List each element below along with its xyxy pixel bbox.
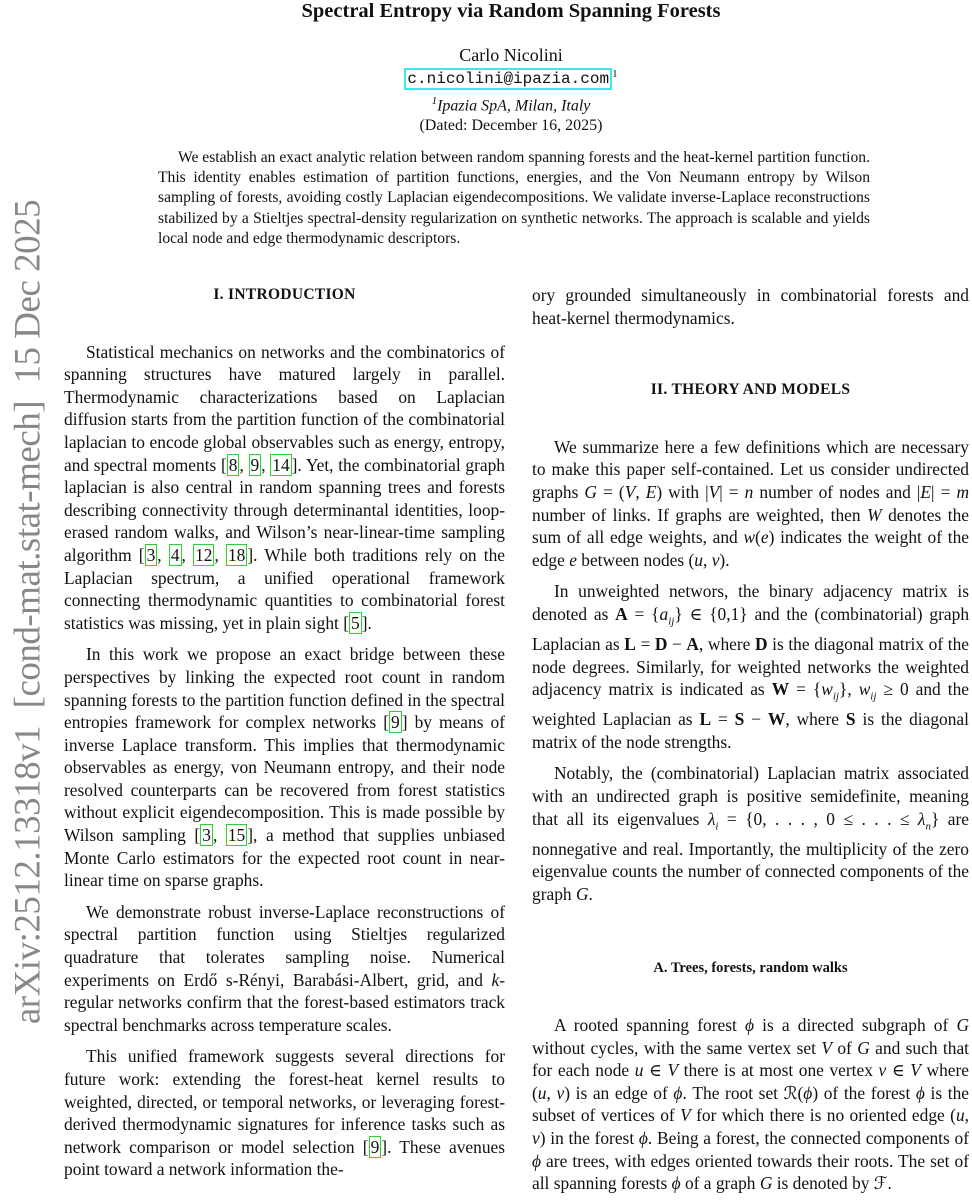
math-symbol: G [857,1037,870,1058]
text-run: | = [719,481,745,502]
bold-matrix-symbol: D [755,634,768,654]
text-run: | = [931,481,957,502]
right-column [532,284,969,1204]
math-symbol: u [955,1105,965,1126]
text-run: ]. Yet, the combinatorial graph laplacian is also central in random spanning trees and forests describing connectivity through determinantal identities, loop-erased random walks, and Wilson’s near-linear-time sampling algorithm [ [64,454,505,565]
math-symbol: v [878,1060,887,1081]
text-run: . [588,883,593,904]
text-run: This unified framework suggests several directions for future work: extending the forest-heat kernel results to weighted, directed, or temporal networks, or leveraging forest-derived thermodynamic signatures for inference tasks such as network comparison or model selection [ [64,1046,505,1157]
text-run: In unweighted networs, the binary adjacency matrix is denoted as [532,581,969,624]
affiliation-superscript: 1 [431,95,438,107]
citation-link[interactable]: 15 [227,825,246,846]
text-run: is the diagonal matrix of the node degrees. Similarly, for weighted networks the weighted adjacency matrix is indicated as [532,634,969,700]
citation-link[interactable]: 3 [146,544,156,565]
text-run: = { [627,603,660,624]
dated-line: (Dated: December 16, 2025) [419,117,603,134]
text-run: = { [789,679,822,700]
math-symbol: k [491,969,500,990]
text-run: Statistical mechanics on networks and the combinatorics of spanning structures have matured largely in parallel. Thermodynamic characterizations based on Laplacian diffusion starts from the partition function of the combinatorial laplacian to encode global observables such as energy, entropy, and spectral moments [ [64,341,505,475]
math-symbol: v [532,1128,540,1149]
text-run: ]. [361,612,372,633]
math-symbol: ϕ [745,1015,755,1036]
math-symbol: e [760,527,769,548]
text-run: ) is an edge of [564,1082,674,1103]
text-run: ) of the forest [812,1082,916,1103]
section-heading: II. THEORY AND MODELS [650,381,851,399]
text-run: , [702,549,712,570]
author-name: Carlo Nicolini [459,45,563,65]
math-symbol: ϕ [915,1082,925,1103]
text-run: , [239,454,249,475]
bold-matrix-symbol: W [771,679,790,700]
text-run: We demonstrate robust inverse-Laplace reconstructions of spectral partition function using Stieltjes regularized quadrature that tolerates sampling noise. Numerical experiments on Erdő s-Rényi, Barabási-Albert, grid, and [64,901,505,990]
text-run: -regular networks confirm that the forest-based estimators track spectral benchmarks across temperature scales. [64,969,505,1035]
arxiv-stamp-container [0,0,60,1200]
math-symbol: n [744,481,754,502]
text-run: ) in the forest [539,1128,639,1149]
math-symbol: u [694,549,703,570]
text-run: − [744,709,768,730]
math-symbol: w [858,679,871,700]
citation-link[interactable]: 9 [370,1136,380,1157]
citation-link[interactable]: 5 [351,612,360,633]
math-symbol: G [759,1173,773,1194]
author-email-link[interactable]: c.nicolini@ipazia.com [404,68,612,90]
math-symbol: λ [707,808,716,829]
math-symbol: V [667,1060,679,1081]
citation-link[interactable]: 4 [170,544,180,565]
math-symbol: u [537,1082,547,1103]
bold-matrix-symbol: A [615,603,628,624]
text-run: between nodes ( [576,549,695,570]
arxiv-stamp: arXiv:2512.13318v1 [cond-mat.stat-mech] 15 Dec 2025 [7,199,49,1025]
math-symbol: V [910,1060,921,1081]
math-symbol: E [920,481,932,502]
math-symbol: w [821,679,833,700]
left-column [64,284,505,1190]
bold-matrix-symbol: A [686,634,699,654]
text-run: ], a method that supplies unbiased Monte Carlo estimators for the expected root count in near-linear time on sparse graphs. [64,825,505,891]
citation-link[interactable]: 9 [391,712,400,733]
paragraph [64,643,505,892]
text-run: ory grounded simultaneously in combinatorial forests and heat-kernel thermodynamics. [532,285,969,328]
text-run: ≥ 0 and the weighted Laplacian as [532,679,969,730]
bold-matrix-symbol: S [845,709,856,730]
text-run: ∈ [886,1060,911,1081]
paragraph [532,436,969,572]
text-run: , [157,544,169,565]
math-symbol: W [867,504,882,525]
math-symbol: m [956,481,969,502]
math-symbol: v [711,549,720,570]
paragraph [64,1045,505,1181]
affiliation-text: Ipazia SpA, Milan, Italy [437,97,591,115]
text-run: , [261,454,271,475]
paragraph [532,580,969,753]
math-symbol: ϕ [803,1082,813,1103]
text-run: of a graph [680,1173,760,1194]
text-run: = [711,709,735,730]
text-run: number of links. If graphs are weighted, then [532,504,868,525]
section-heading: I. INTRODUCTION [213,286,356,303]
citation-link[interactable]: 9 [250,454,260,475]
text-run: is the subset of vertices of [532,1082,970,1126]
paragraph [532,762,969,905]
math-symbol: v [556,1082,565,1103]
email-superscript: 1 [612,68,618,80]
text-run: = [635,634,655,654]
bold-matrix-symbol: S [734,709,745,730]
text-run: = ( [596,481,625,502]
text-run: , [635,481,646,502]
math-subscript: ij [668,615,675,628]
text-run: − [667,634,687,654]
math-symbol: V [708,481,720,502]
text-run: We summarize here a few definitions which are necessary to make this paper self-contained. Let us consider undirected graphs [532,436,969,502]
text-run: denotes the sum of all edge weights, and [532,504,969,548]
text-run: is a directed subgraph of [754,1015,957,1036]
math-symbol: ϕ [673,1082,683,1103]
math-symbol: ϕ [671,1173,681,1194]
text-run: } ∈ {0,1} and the (combinatorial) graph Laplacian as [532,603,970,654]
citation-link[interactable]: 18 [227,544,246,565]
math-symbol: λ [917,808,926,829]
paragraph [532,1014,969,1195]
text-run: and such that for each node [532,1037,969,1081]
text-run: ] by means of inverse Laplace transform. This implies that thermodynamic observables as energy, von Neumann entropy, and their node resolved counterparts can be recovered from forest statistics without explicit eigendecomposition. This is made possible by Wilson sampling [ [64,712,506,846]
text-run: there is at most one vertex [678,1060,879,1081]
text-run: ). [719,549,730,570]
bold-matrix-symbol: W [767,709,786,730]
text-run: ) indicates the weight of the edge [532,527,969,570]
section-heading: A. Trees, forests, random walks [653,960,848,977]
text-run: , [214,544,226,565]
math-symbol: V [624,481,636,502]
paragraph [64,341,505,635]
math-symbol: ϕ [638,1128,648,1149]
text-run: are trees, with edges oriented towards their roots. The set of all spanning forests [532,1150,969,1194]
math-symbol: w [743,527,756,548]
math-symbol: u [634,1060,644,1081]
text-run: ∈ [643,1060,668,1081]
math-symbol: e [569,549,577,570]
text-run: number of nodes and | [753,481,921,502]
text-run: . Being a forest, the connected components of [647,1128,969,1149]
math-symbol: G [575,883,589,904]
text-run: of [831,1037,858,1058]
text-run: A rooted spanning forest [554,1015,745,1036]
text-run: . The root set ℛ( [682,1082,804,1103]
math-symbol: G [956,1015,969,1036]
text-run: ]. While both traditions rely on the Laplacian spectrum, a unified operational framework connecting thermodynamic quantities to combinatorial forest statistics was missing, yet in plain sight [ [64,544,506,633]
math-symbol: V [821,1037,832,1058]
affiliation [150,95,872,115]
paragraph [64,901,505,1037]
math-symbol: V [680,1105,691,1126]
text-run: , where [785,709,846,730]
text-run: , where [698,634,755,654]
math-symbol: a [659,603,669,624]
math-symbol: E [645,481,657,502]
email-line [150,68,872,88]
bold-matrix-symbol: L [624,634,636,654]
citation-link[interactable]: 14 [272,454,290,475]
text-run: ( [755,527,761,548]
text-run: } are nonnegative and real. Importantly, the multiplicity of the zero eigenvalue counts the number of connected components of the graph [532,808,969,904]
text-run: Notably, the (combinatorial) Laplacian matrix associated with an undirected graph is positive semidefinite, meaning that all its eigenvalues [532,763,969,829]
math-subscript: ij [870,690,877,703]
text-run: , [181,544,194,565]
text-run: ) with | [656,481,709,502]
text-run: where ( [532,1060,969,1103]
text-run: , [546,1082,557,1103]
citation-link[interactable]: 12 [195,544,213,565]
abstract: We establish an exact analytic relation between random spanning forests and the heat-kernel partition function. This identity enables estimation of partition functions, energies, and the Von Neumann entropy by Wilson sampling of forests, avoiding costly Laplacian eigendecompositions. We validate inverse-Laplace reconstructions stabilized by a Stieltjes spectral-density regularization on synthetic networks. The approach is scalable and yields local node and edge thermodynamic descriptors. [158,149,870,247]
text-run: for which there is no oriented edge ( [690,1105,956,1126]
math-symbol: ϕ [532,1150,542,1171]
text-run: }, [838,679,859,700]
text-run: without cycles, with the same vertex set [532,1037,822,1058]
bold-matrix-symbol: L [699,709,712,730]
math-symbol: G [584,481,597,502]
math-subscript: i [715,820,719,833]
citation-link[interactable]: 3 [202,825,211,846]
bold-matrix-symbol: D [654,634,668,654]
text-run: is the diagonal matrix of the node strengths. [532,709,969,752]
text-run: is denoted by ℱ. [772,1173,892,1194]
text-run: = {0, . . . , 0 ≤ . . . ≤ [718,808,918,829]
paper-title: Spectral Entropy via Random Spanning Forests [301,0,721,22]
text-run: , [212,825,226,846]
math-subscript: ij [832,690,839,703]
math-subscript: n [925,820,931,833]
paragraph [532,284,969,329]
text-run: , [964,1105,969,1126]
text-run: ]. These avenues point toward a network information the- [64,1136,505,1180]
text-run: In this work we propose an exact bridge between these perspectives by linking the expected root count in random spanning forests to the partition function defined in the spectral entropies framework for complex networks [ [64,644,505,733]
citation-link[interactable]: 8 [228,454,238,475]
